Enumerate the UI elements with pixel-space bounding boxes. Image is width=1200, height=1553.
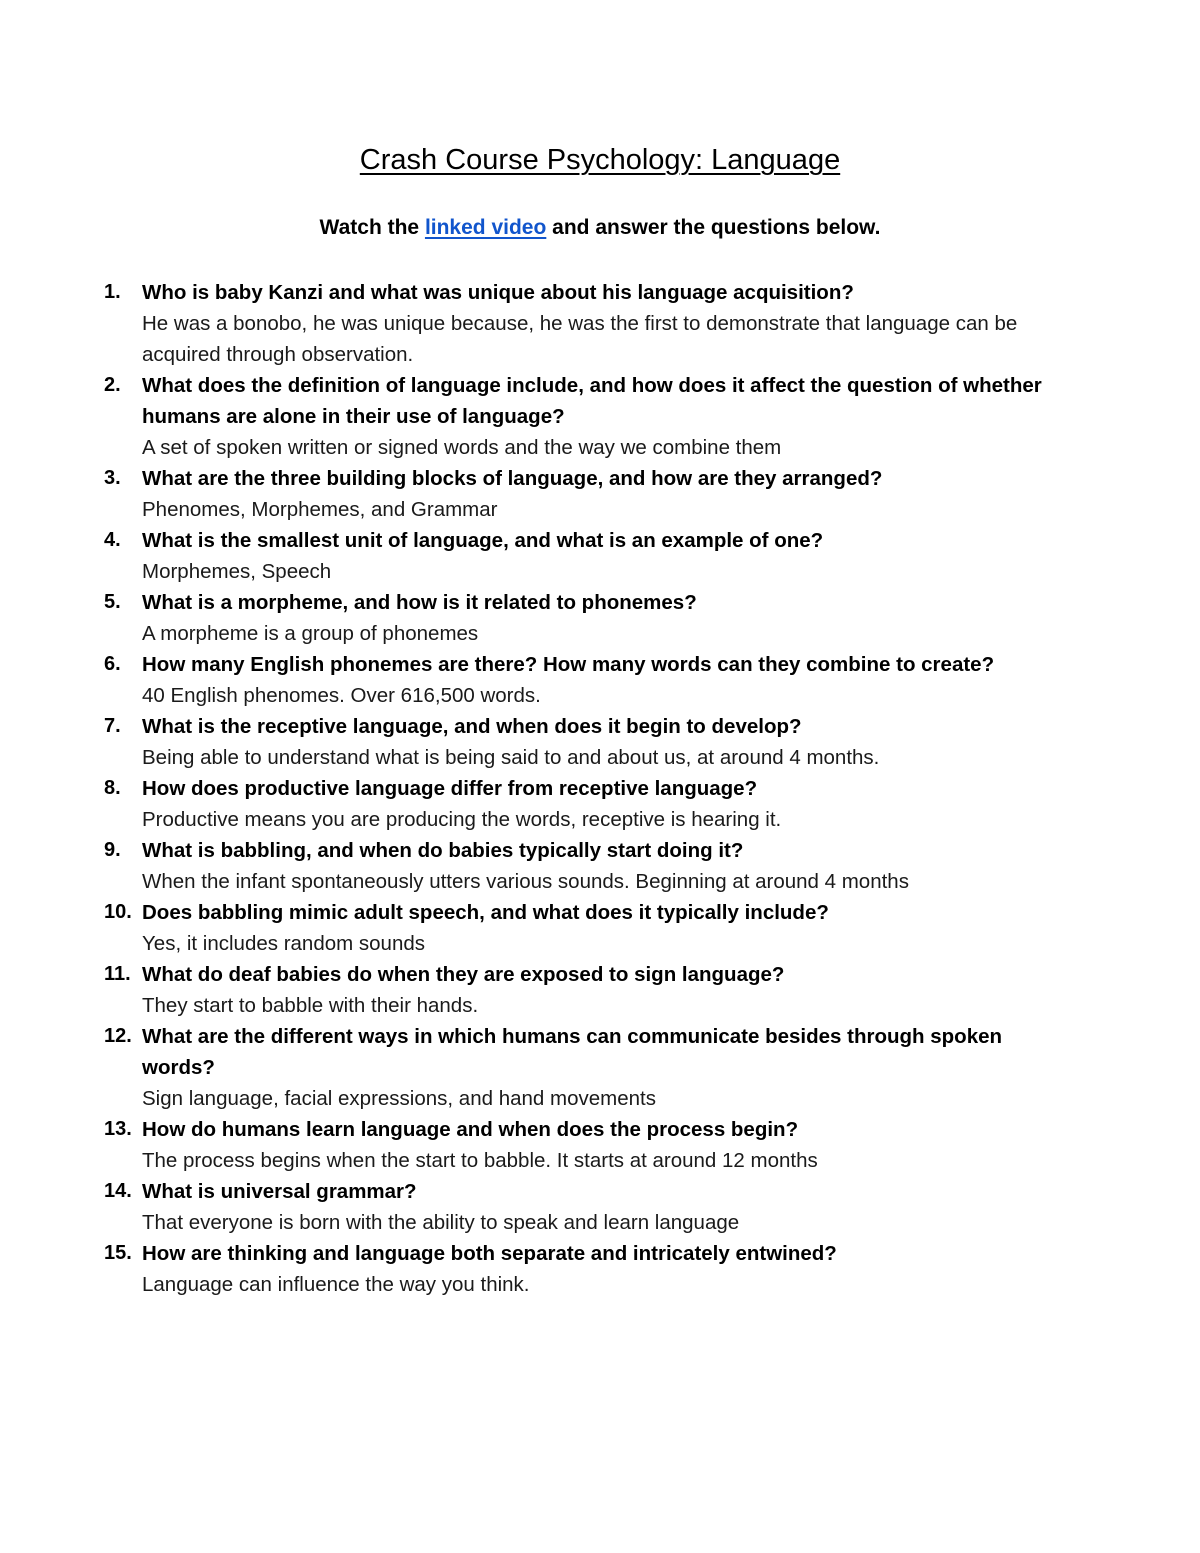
question-text: What is babbling, and when do babies typically start doing it? (142, 839, 744, 862)
question-text: What do deaf babies do when they are exposed to sign language? (142, 963, 785, 986)
question-text: What is universal grammar? (142, 1180, 417, 1203)
question-item-15 (104, 1238, 1064, 1300)
question-number: 11. (104, 963, 131, 985)
question-number: 8. (104, 777, 121, 799)
question-item-13 (104, 1114, 1064, 1176)
question-item-7 (104, 711, 1064, 773)
question-text: What is the smallest unit of language, and what is an example of one? (142, 529, 824, 552)
question-text: What are the different ways in which humans can communicate besides through spoken words? (142, 1025, 1003, 1079)
question-text: Who is baby Kanzi and what was unique about his language acquisition? (142, 281, 854, 304)
answer-text: Phenomes, Morphemes, and Grammar (142, 498, 498, 521)
question-number: 15. (104, 1242, 132, 1264)
question-item-9 (104, 835, 1064, 897)
answer-text: Being able to understand what is being said to and about us, at around 4 months. (142, 746, 880, 769)
answer-text: Language can influence the way you think. (142, 1273, 530, 1296)
question-number: 6. (104, 653, 121, 675)
question-item-5 (104, 587, 1064, 649)
answer-text: A morpheme is a group of phonemes (142, 622, 479, 645)
answer-text: Productive means you are producing the words, receptive is hearing it. (142, 808, 782, 831)
question-item-3 (104, 463, 1064, 525)
question-text: What is the receptive language, and when does it begin to develop? (142, 715, 802, 738)
answer-text: Morphemes, Speech (142, 560, 332, 583)
answer-text: 40 English phenomes. Over 616,500 words. (142, 684, 541, 707)
question-item-1 (104, 277, 1064, 370)
question-text: What are the three building blocks of language, and how are they arranged? (142, 467, 883, 490)
question-number: 5. (104, 591, 121, 613)
question-item-10 (104, 897, 1064, 959)
answer-text: That everyone is born with the ability to speak and learn language (142, 1211, 740, 1234)
question-number: 12. (104, 1025, 132, 1047)
answer-text: Yes, it includes random sounds (142, 932, 425, 955)
page-title: Crash Course Psychology: Language (359, 144, 841, 176)
question-item-8 (104, 773, 1064, 835)
question-item-12 (104, 1021, 1064, 1114)
question-text: How do humans learn language and when does the process begin? (142, 1118, 799, 1141)
question-text: What does the definition of language include, and how does it affect the question of whether humans are alone in their use of language? (142, 374, 1042, 428)
instructions-after-link: and answer the questions below. (546, 216, 881, 239)
question-number: 2. (104, 374, 121, 396)
answer-text: They start to babble with their hands. (142, 994, 479, 1017)
question-text: How many English phonemes are there? How many words can they combine to create? (142, 653, 995, 676)
question-number: 1. (104, 281, 121, 303)
question-number: 10. (104, 901, 132, 923)
question-text: How does productive language differ from receptive language? (142, 777, 758, 800)
question-number: 4. (104, 529, 121, 551)
answer-text: Sign language, facial expressions, and hand movements (142, 1087, 656, 1110)
question-list (104, 277, 1064, 1300)
question-item-2 (104, 370, 1064, 463)
linked-video-link[interactable]: linked video (424, 216, 547, 239)
answer-text: When the infant spontaneously utters various sounds. Beginning at around 4 months (142, 870, 909, 893)
question-number: 3. (104, 467, 121, 489)
question-item-14 (104, 1176, 1064, 1238)
question-number: 14. (104, 1180, 132, 1202)
question-item-11 (104, 959, 1064, 1021)
instructions-before-link: Watch the (319, 216, 425, 239)
answer-text: He was a bonobo, he was unique because, he was the first to demonstrate that language can be acquired through observation. (142, 312, 1018, 366)
question-item-4 (104, 525, 1064, 587)
question-number: 13. (104, 1118, 132, 1140)
question-text: Does babbling mimic adult speech, and what does it typically include? (142, 901, 829, 924)
answer-text: The process begins when the start to babble. It starts at around 12 months (142, 1149, 818, 1172)
instructions (0, 212, 1200, 244)
answer-text: A set of spoken written or signed words and the way we combine them (142, 436, 782, 459)
question-item-6 (104, 649, 1064, 711)
question-number: 7. (104, 715, 121, 737)
question-number: 9. (104, 839, 121, 861)
question-text: How are thinking and language both separate and intricately entwined? (142, 1242, 837, 1265)
question-text: What is a morpheme, and how is it related to phonemes? (142, 591, 697, 614)
